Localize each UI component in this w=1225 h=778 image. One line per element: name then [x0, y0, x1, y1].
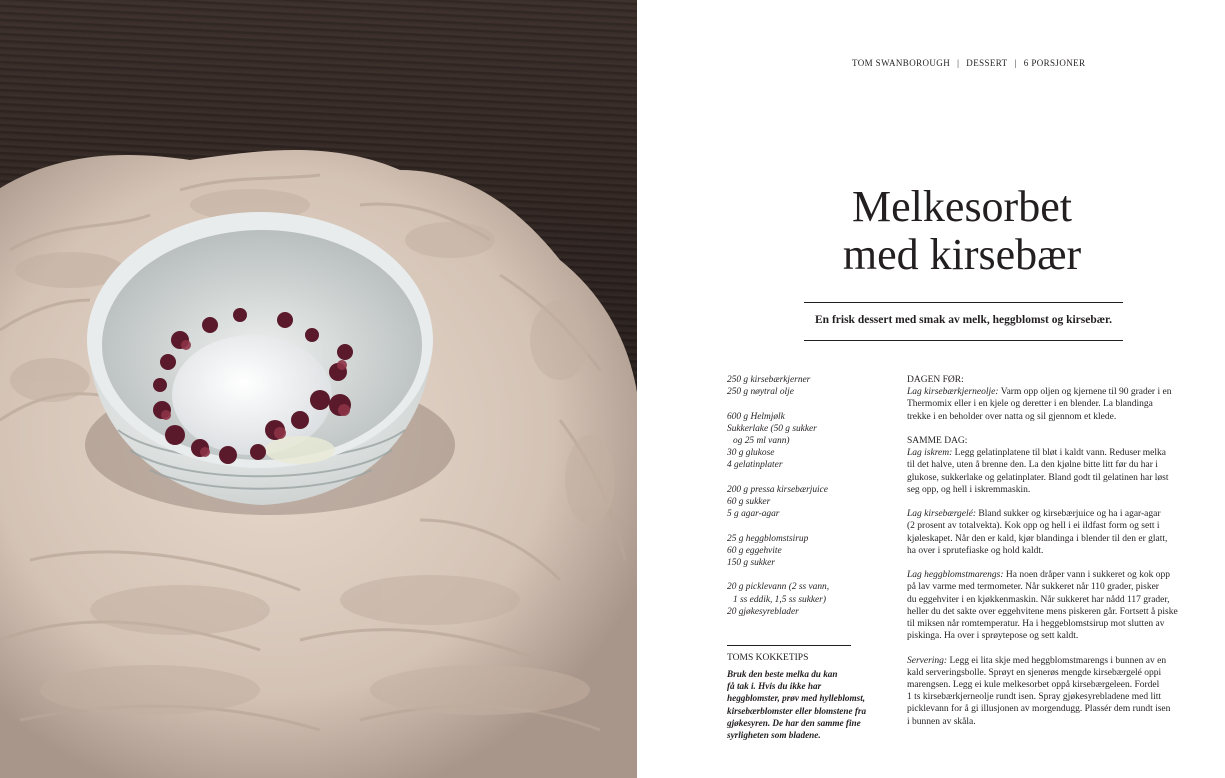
title-line-1: Melkesorbet	[852, 182, 1072, 231]
tips-body	[727, 668, 877, 741]
method-line: Lag kirsebærgelé: Bland sukker og kirsebærjuice og ha i agar-agar	[907, 509, 1161, 520]
ingredient-line: 1 ss eddik, 1,5 ss sukker)	[733, 594, 826, 605]
method-line: ha over i sprutefiaske og hold kaldt.	[907, 545, 1044, 556]
header-divider: |	[1014, 58, 1017, 68]
tips-divider	[727, 645, 851, 646]
method-line: Thermomix eller i en kjele og deretter i en blender. La blandinga	[907, 399, 1153, 410]
method-line: kald serveringsbolle. Sprøyt en sjenerøs mengde kirsebærgelé oppi	[907, 667, 1162, 678]
tips-line: få tak i. Hvis du ikke har	[727, 681, 822, 692]
section-heading-same-day: SAMME DAG:	[907, 436, 968, 446]
recipe-subtitle: En frisk dessert med smak av melk, heggblomst og kirsebær.	[815, 314, 1112, 326]
step-label: Lag kirsebærgelé:	[907, 509, 977, 520]
method-line: kjøleskapet. Når den er kald, kjør blandinga i blender til den er glatt,	[907, 533, 1168, 544]
ingredient-line: 250 g kirsebærkjerner	[727, 375, 811, 385]
ingredients-list	[727, 374, 867, 630]
tips-line: kirsebærblomster eller blomstene fra	[727, 705, 867, 716]
ingredient-line: 200 g pressa kirsebærjuice	[727, 484, 828, 495]
method-line: Lag kirsebærkjerneolje: Varm opp oljen og kjernene til 90 grader i en	[907, 387, 1172, 398]
title-line-2: med kirsebær	[842, 230, 1082, 279]
method-line: 1 ts kirsebærkjerneolje rundt isen. Spray gjøkesyrebladene med litt	[907, 692, 1162, 703]
method-text	[907, 374, 1197, 740]
method-step-oil	[907, 374, 1197, 423]
category-label: DESSERT	[966, 58, 1008, 68]
method-line: heller du det sakte over eggehvitene mens piskeren går. Fortsett å piske	[907, 606, 1178, 617]
step-label: Lag kirsebærkjerneolje:	[907, 387, 999, 398]
ingredient-line: 4 gelatinplater	[727, 460, 783, 471]
ingredient-line: 5 g agar-agar	[727, 509, 780, 520]
ingredient-line: 60 g eggehvite	[727, 545, 782, 556]
recipe-header	[852, 58, 1085, 68]
ingredient-group	[727, 484, 867, 521]
ingredient-group	[727, 411, 867, 472]
ingredient-line: 30 g glukose	[727, 448, 775, 459]
tips-line: Bruk den beste melka du kan	[727, 669, 838, 679]
ingredient-line: 150 g sukker	[727, 558, 775, 568]
method-line: (2 prosent av totalvekta). Kok opp og hell i ei ildfast form og sett i	[907, 521, 1160, 532]
step-label: Lag iskrem:	[907, 448, 953, 459]
ingredient-group	[727, 533, 867, 570]
ingredient-line: 25 g heggblomstsirup	[727, 533, 809, 544]
ingredient-line: Sukkerlake (50 g sukker	[727, 423, 817, 434]
section-heading-day-before: DAGEN FØR:	[907, 375, 964, 385]
method-line: på lav varme med termometer. Når sukkeret når 110 grader, pisker	[907, 582, 1159, 593]
tips-line: syrligheten som bladene.	[727, 730, 821, 741]
step-label: Servering:	[907, 655, 948, 666]
method-line: du eggehviter i en kjøkkenmaskin. Når sukkeret har nådd 117 grader,	[907, 594, 1170, 605]
header-divider: |	[957, 58, 960, 68]
subtitle-bottom-rule	[804, 340, 1123, 341]
method-line: trekke i en beholder over natta og sil gjennom et klede.	[907, 411, 1117, 422]
ingredient-group	[727, 374, 867, 398]
method-line: piskinga. Ha over i sprøytepose og sett kaldt.	[907, 631, 1079, 642]
step-label: Lag heggblomstmarengs:	[907, 570, 1004, 581]
ingredient-line: 250 g nøytral olje	[727, 387, 794, 398]
ingredient-line: og 25 ml vann)	[733, 436, 790, 446]
recipe-title	[777, 183, 1147, 279]
ingredient-group	[727, 581, 867, 618]
ingredient-line: 60 g sukker	[727, 497, 771, 507]
tips-title: TOMS KOKKETIPS	[727, 653, 809, 663]
method-line: picklevann for å gi illusjonen av morgendugg. Plassér dem rundt isen	[907, 704, 1171, 715]
method-line: i bunnen av skåla.	[907, 716, 976, 727]
author-label: TOM SWANBOROUGH	[852, 58, 951, 68]
method-line: til miksen når romtemperatur. Ha i heggeblomstsirup mot slutten av	[907, 619, 1165, 630]
recipe-page	[637, 0, 1225, 778]
tips-line: gjøkesyren. De har den samme fine	[727, 717, 861, 728]
ingredient-line: 20 gjøkesyreblader	[727, 606, 799, 617]
servings-label: 6 PORSJONER	[1023, 58, 1086, 68]
method-step-meringue	[907, 569, 1197, 642]
method-line: marengsen. Legg ei kule melkesorbet oppå kirsebærgeleen. Fordel	[907, 680, 1160, 691]
ingredient-line: 20 g picklevann (2 ss vann,	[727, 582, 830, 593]
subtitle-top-rule	[804, 302, 1123, 303]
tips-line: heggblomster, prøv med hylleblomst,	[727, 693, 866, 704]
method-line: Lag iskrem: Legg gelatinplatene til bløt i kaldt vann. Reduser melka	[907, 448, 1166, 459]
method-line: glukose, sukkerlake og gelatinplater. Bland godt til gelatinen har løst	[907, 472, 1169, 483]
method-step-gel	[907, 508, 1197, 557]
method-step-icecream	[907, 435, 1197, 496]
method-line: til det halve, uten å brenne den. La den kjølne bitte litt før du har i	[907, 460, 1158, 471]
method-line: seg opp, og hell i iskremmaskin.	[907, 484, 1031, 495]
method-line: Servering: Legg ei lita skje med heggblomstmarengs i bunnen av en	[907, 655, 1167, 666]
method-step-serving	[907, 655, 1197, 728]
method-line: Lag heggblomstmarengs: Ha noen dråper vann i sukkeret og kok opp	[907, 570, 1170, 581]
ingredient-line: 600 g Helmjølk	[727, 411, 785, 422]
